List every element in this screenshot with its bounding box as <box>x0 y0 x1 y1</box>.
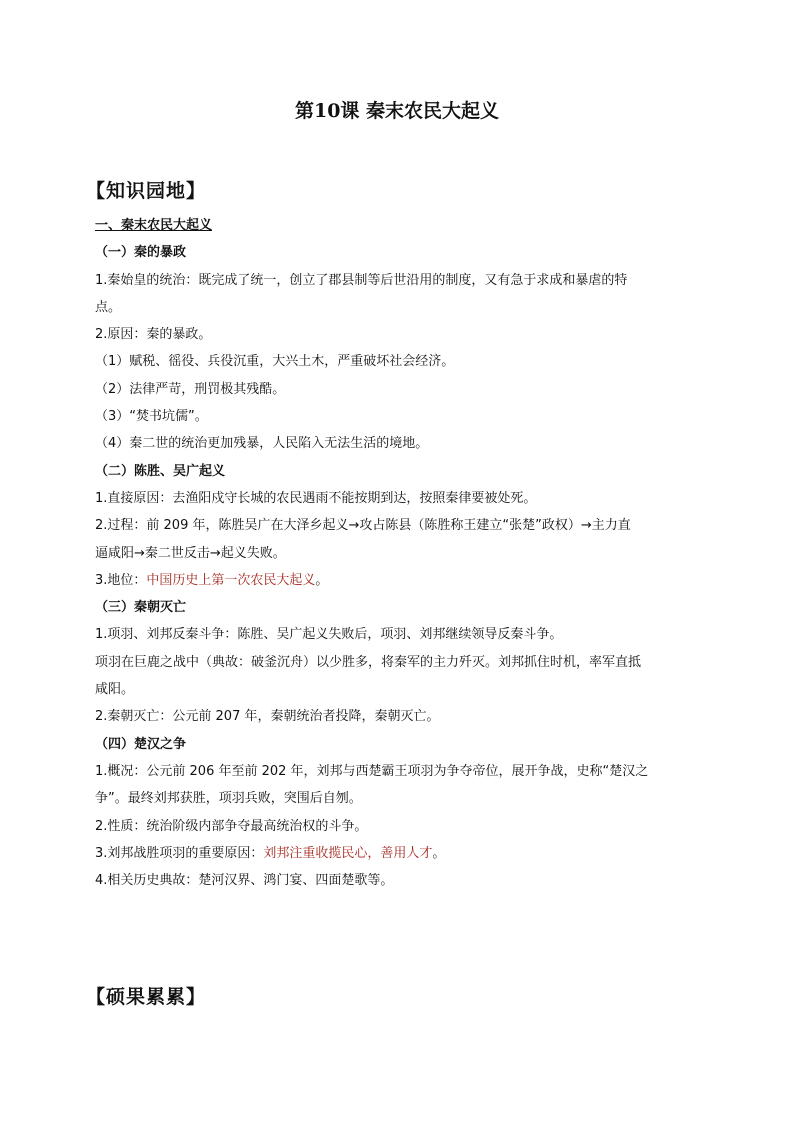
text-line-status <box>95 567 705 594</box>
text-line: 1.直接原因：去渔阳戍守长城的农民遇雨不能按期到达，按照秦律要被处死。 <box>95 490 537 506</box>
text-line: （1）赋税、徭役、兵役沉重，大兴土木，严重破坏社会经济。 <box>95 354 455 370</box>
text-line: 2.秦朝灭亡：公元前 207 年，秦朝统治者投降，秦朝灭亡。 <box>95 709 440 725</box>
text-line: 2.性质：统治阶级内部争夺最高统治权的斗争。 <box>95 818 368 834</box>
subheading-qin-fall: （三）秦朝灭亡 <box>95 600 187 616</box>
punctuation: 。 <box>432 845 446 861</box>
text-line: 逼咸阳→秦二世反击→起义失败。 <box>95 545 286 561</box>
knowledge-heading: 【知识园地】 <box>86 180 207 202</box>
text-line: 4.相关历史典故：楚河汉界、鸿门宴、四面楚歌等。 <box>95 873 394 889</box>
text-line: 项羽在巨鹿之战中（典故：破釜沉舟）以少胜多，将秦军的主力歼灭。刘邦抓住时机，率军直抵 <box>95 654 642 670</box>
text-line: 点。 <box>95 299 122 315</box>
punctuation: 。 <box>315 572 329 588</box>
highlight-text: 中国历史上第一次农民大起义 <box>146 572 316 588</box>
subheading-chensheng-wuguang: （二）陈胜、吴广起义 <box>95 463 226 479</box>
subheading-qin-tyranny: （一）秦的暴政 <box>95 245 187 261</box>
results-heading: 【硕果累累】 <box>86 986 207 1008</box>
text-line: 2.原因：秦的暴政。 <box>95 327 212 343</box>
text-line: （2）法律严苛，刑罚极其残酷。 <box>95 381 286 397</box>
text-line: （4）秦二世的统治更加残暴，人民陷入无法生活的境地。 <box>95 436 429 452</box>
subheading-chu-han: （四）楚汉之争 <box>95 736 187 752</box>
text-line: 1.项羽、刘邦反秦斗争：陈胜、吴广起义失败后，项羽、刘邦继续领导反秦斗争。 <box>95 627 563 643</box>
lesson-title: 第10课 秦末农民大起义 <box>294 100 500 122</box>
label-text: 3.刘邦战胜项羽的重要原因： <box>95 845 264 861</box>
text-line: 2.过程：前 209 年，陈胜吴广在大泽乡起义→攻占陈县（陈胜称王建立“张楚”政权）→主力直 <box>95 518 631 534</box>
text-line: 1.概况：公元前 206 年至前 202 年，刘邦与西楚霸王项羽为争夺帝位，展开争战，史称“楚汉之 <box>95 763 649 779</box>
text-line: 争”。最终刘邦获胜，项羽兵败，突围后自刎。 <box>95 791 362 807</box>
section-heading-uprising: 一、秦末农民大起义 <box>95 218 213 233</box>
label-text: 3.地位： <box>95 572 147 588</box>
highlight-text: 刘邦注重收揽民心，善用人才 <box>263 845 433 861</box>
text-line-reason <box>95 840 705 867</box>
knowledge-content <box>95 212 705 894</box>
text-line: 1.秦始皇的统治：既完成了统一，创立了郡县制等后世沿用的制度，又有急于求成和暴虐的特 <box>95 272 628 288</box>
text-line: （3）“焚书坑儒”。 <box>95 409 208 425</box>
text-line: 咸阳。 <box>95 682 135 698</box>
